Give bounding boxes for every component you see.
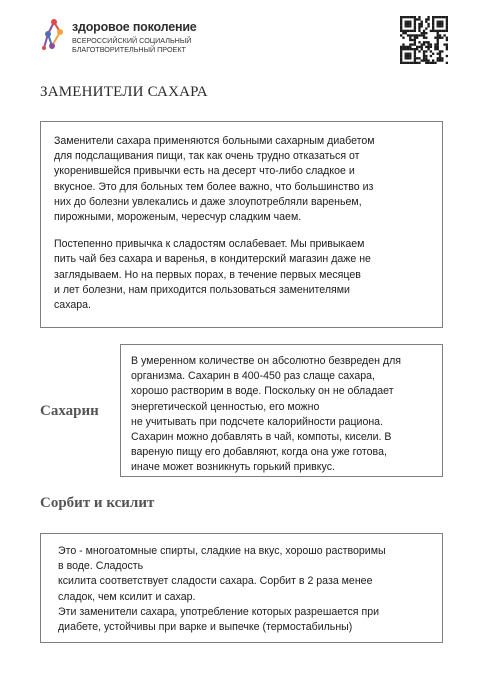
qr-module <box>425 46 427 48</box>
qr-module <box>430 62 432 64</box>
qr-module <box>409 30 411 32</box>
text-line: иначе может возникнуть горький привкус. <box>131 461 335 474</box>
qr-module <box>407 16 409 18</box>
qr-module <box>432 21 434 23</box>
qr-module <box>425 18 427 20</box>
logo-title: здоровое поколение <box>72 20 197 34</box>
text-line: и лет болезни, нам приходится пользоваться заменителями <box>54 283 350 296</box>
qr-module <box>409 53 411 55</box>
qr-module <box>400 50 402 52</box>
qr-module <box>432 30 434 32</box>
qr-module <box>418 25 420 27</box>
qr-module <box>441 57 443 59</box>
qr-module <box>405 62 407 64</box>
qr-module <box>432 59 434 61</box>
qr-module <box>402 43 404 45</box>
qr-module <box>405 25 407 27</box>
qr-module <box>427 41 429 43</box>
text-line: заглядываем. Но на первых порах, в течение первых месяцев <box>54 268 361 281</box>
qr-module <box>430 46 432 48</box>
qr-module <box>423 37 425 39</box>
qr-module <box>446 39 448 41</box>
qr-module <box>430 30 432 32</box>
qr-module <box>441 37 443 39</box>
qr-module <box>430 55 432 57</box>
molecule-logo-icon <box>42 18 66 52</box>
qr-module <box>439 55 441 57</box>
qr-module <box>414 23 416 25</box>
qr-module <box>432 62 434 64</box>
qr-module <box>425 37 427 39</box>
qr-module <box>416 37 418 39</box>
qr-module <box>400 25 402 27</box>
qr-module <box>425 41 427 43</box>
qr-module <box>407 21 409 23</box>
qr-module <box>437 25 439 27</box>
qr-module <box>414 57 416 59</box>
text-line: Эти заменители сахара, употребление которых разрешается при <box>58 605 380 618</box>
qr-module <box>423 34 425 36</box>
qr-module <box>411 16 413 18</box>
saharin-heading: Сахарин <box>40 403 99 419</box>
qr-module <box>437 53 439 55</box>
qr-module <box>416 62 418 64</box>
qr-module <box>439 25 441 27</box>
qr-module <box>439 30 441 32</box>
qr-module <box>407 34 409 36</box>
qr-module <box>437 46 439 48</box>
qr-module <box>432 53 434 55</box>
header <box>42 18 442 66</box>
qr-module <box>423 41 425 43</box>
qr-module <box>400 16 402 18</box>
qr-module <box>407 25 409 27</box>
qr-module <box>400 62 402 64</box>
text-line: Заменители сахара применяются больными сахарным диабетом <box>54 135 375 147</box>
text-line: ксилита соответствует сладости сахара. Сорбит в 2 раза менее <box>58 575 373 588</box>
text-line: для подслащивания пищи, так как очень трудно отказаться от <box>54 150 360 163</box>
qr-module <box>418 50 420 52</box>
qr-module <box>416 18 418 20</box>
qr-module <box>421 48 423 50</box>
qr-module <box>427 48 429 50</box>
qr-module <box>414 50 416 52</box>
qr-module <box>437 59 439 61</box>
text-line: энергетической ценностью, его можно <box>131 400 320 413</box>
qr-module <box>400 48 402 50</box>
qr-module <box>441 30 443 32</box>
qr-module <box>439 34 441 36</box>
qr-module <box>405 23 407 25</box>
qr-module <box>400 21 402 23</box>
qr-module <box>405 16 407 18</box>
intro-text-box <box>40 121 443 328</box>
qr-module <box>434 62 436 64</box>
qr-module <box>423 59 425 61</box>
logo-subtitle-line: ВСЕРОССИЙСКИЙ СОЦИАЛЬНЫЙ <box>72 36 192 45</box>
qr-module <box>418 16 420 18</box>
text-line: В умеренном количестве он абсолютно безвреден для <box>131 355 402 367</box>
qr-module <box>418 62 420 64</box>
qr-module <box>423 30 425 32</box>
qr-module <box>446 18 448 20</box>
qr-module <box>414 21 416 23</box>
qr-module <box>402 37 404 39</box>
qr-module <box>414 43 416 45</box>
qr-module <box>437 34 439 36</box>
page-title: ЗАМЕНИТЕЛИ САХАРА <box>40 84 208 100</box>
qr-module <box>414 41 416 43</box>
text-line: не учитывать при подсчете калорийности рациона. <box>131 415 384 428</box>
qr-module <box>421 21 423 23</box>
qr-module <box>423 55 425 57</box>
qr-module <box>437 16 439 18</box>
intro-paragraph-1 <box>54 134 442 225</box>
qr-module <box>409 46 411 48</box>
qr-module <box>446 55 448 57</box>
qr-module <box>414 39 416 41</box>
text-line: в воде. Сладость <box>58 560 144 573</box>
qr-module <box>434 30 436 32</box>
qr-module <box>402 32 404 34</box>
text-line: сладок, чем ксилит и сахар. <box>58 590 196 603</box>
qr-module <box>421 46 423 48</box>
qr-module <box>409 48 411 50</box>
text-line: диабете, устойчивы при варке и выпечке (термостабильны) <box>58 621 353 634</box>
qr-module <box>439 21 441 23</box>
qr-module <box>446 48 448 50</box>
qr-module <box>418 27 420 29</box>
qr-module <box>400 46 402 48</box>
qr-module <box>409 21 411 23</box>
qr-module <box>418 18 420 20</box>
qr-module <box>405 46 407 48</box>
qr-module <box>439 59 441 61</box>
qr-module <box>439 53 441 55</box>
qr-module <box>421 43 423 45</box>
qr-module <box>421 34 423 36</box>
qr-module <box>427 59 429 61</box>
qr-module <box>407 46 409 48</box>
qr-module <box>416 48 418 50</box>
qr-module <box>446 21 448 23</box>
qr-module <box>432 27 434 29</box>
qr-module <box>434 16 436 18</box>
qr-module <box>411 62 413 64</box>
qr-module <box>437 30 439 32</box>
qr-module <box>446 43 448 45</box>
qr-module <box>443 43 445 45</box>
text-line: хорошо растворим в воде. Поскольку он не обладает <box>131 385 394 398</box>
text-line: Сахарин можно добавлять в чай, компоты, кисели. В <box>131 431 392 444</box>
qr-module <box>405 57 407 59</box>
qr-module <box>405 53 407 55</box>
qr-module <box>430 50 432 52</box>
text-line: Постепенно привычка к сладостям ослабевает. Мы привыкаем <box>54 238 365 251</box>
qr-module <box>405 32 407 34</box>
qr-module <box>407 48 409 50</box>
qr-module <box>400 59 402 61</box>
qr-module <box>425 32 427 34</box>
qr-module <box>446 25 448 27</box>
qr-module <box>418 46 420 48</box>
qr-module <box>409 37 411 39</box>
qr-module <box>425 27 427 29</box>
qr-module <box>409 23 411 25</box>
logo-subtitle-line: БЛАГОТВОРИТЕЛЬНЫЙ ПРОЕКТ <box>72 45 186 54</box>
qr-code-icon <box>400 16 448 64</box>
saharin-text-box <box>120 344 443 477</box>
qr-module <box>414 16 416 18</box>
qr-module <box>432 16 434 18</box>
qr-module <box>414 27 416 29</box>
qr-module <box>411 30 413 32</box>
qr-module <box>439 57 441 59</box>
qr-module <box>425 59 427 61</box>
qr-module <box>414 48 416 50</box>
qr-module <box>411 48 413 50</box>
text-line: укоренившейся привычки есть на десерт что-либо сладкое и <box>54 165 355 178</box>
qr-module <box>437 39 439 41</box>
qr-module <box>414 25 416 27</box>
qr-module <box>432 23 434 25</box>
qr-module <box>400 27 402 29</box>
qr-module <box>400 30 402 32</box>
qr-module <box>437 48 439 50</box>
qr-module <box>402 46 404 48</box>
qr-module <box>439 37 441 39</box>
qr-module <box>446 23 448 25</box>
qr-module <box>427 18 429 20</box>
qr-module <box>437 32 439 34</box>
qr-module <box>423 53 425 55</box>
text-line: них до болезни увлекались и даже злоупотребляли вареньем, <box>54 195 362 208</box>
qr-module <box>446 30 448 32</box>
qr-module <box>439 50 441 52</box>
qr-module <box>409 39 411 41</box>
qr-module <box>423 43 425 45</box>
qr-module <box>409 16 411 18</box>
qr-module <box>425 55 427 57</box>
qr-module <box>414 18 416 20</box>
qr-module <box>414 30 416 32</box>
qr-module <box>409 34 411 36</box>
qr-module <box>416 46 418 48</box>
qr-module <box>439 16 441 18</box>
sorbit-text-box <box>40 533 443 643</box>
qr-module <box>443 34 445 36</box>
qr-module <box>400 53 402 55</box>
qr-module <box>441 25 443 27</box>
qr-module <box>405 48 407 50</box>
qr-module <box>423 32 425 34</box>
text-line: вареную пищу его добавляют, когда она уже готова, <box>131 446 387 459</box>
qr-module <box>407 53 409 55</box>
qr-module <box>427 43 429 45</box>
qr-module <box>418 34 420 36</box>
qr-module <box>400 23 402 25</box>
qr-module <box>409 55 411 57</box>
qr-module <box>407 62 409 64</box>
qr-module <box>439 23 441 25</box>
qr-module <box>427 16 429 18</box>
qr-module <box>400 34 402 36</box>
qr-module <box>425 21 427 23</box>
qr-module <box>432 25 434 27</box>
qr-module <box>427 25 429 27</box>
qr-module <box>400 55 402 57</box>
qr-module <box>421 23 423 25</box>
qr-module <box>430 43 432 45</box>
text-line: Это - многоатомные спирты, сладкие на вкус, хорошо растворимы <box>58 545 386 557</box>
qr-module <box>441 21 443 23</box>
qr-module <box>437 41 439 43</box>
qr-module <box>446 62 448 64</box>
qr-module <box>414 53 416 55</box>
qr-module <box>437 37 439 39</box>
qr-module <box>421 32 423 34</box>
sorbit-heading: Сорбит и ксилит <box>40 495 155 511</box>
qr-module <box>425 57 427 59</box>
qr-module <box>443 16 445 18</box>
qr-module <box>405 21 407 23</box>
qr-module <box>409 43 411 45</box>
qr-module <box>425 62 427 64</box>
qr-module <box>437 57 439 59</box>
qr-module <box>441 59 443 61</box>
qr-module <box>418 23 420 25</box>
qr-module <box>441 50 443 52</box>
qr-module <box>434 43 436 45</box>
qr-module <box>416 57 418 59</box>
text-line: пирожными, мороженым, чересчур сладким чаем. <box>54 211 302 224</box>
qr-module <box>416 34 418 36</box>
qr-module <box>400 18 402 20</box>
qr-module <box>446 37 448 39</box>
qr-module <box>423 50 425 52</box>
qr-module <box>423 57 425 59</box>
text-line: вкусное. Это для больных тем более важно, что большинство из <box>54 180 374 193</box>
qr-module <box>418 30 420 32</box>
qr-module <box>414 59 416 61</box>
qr-module <box>418 57 420 59</box>
qr-module <box>414 55 416 57</box>
qr-module <box>437 21 439 23</box>
logo-subtitle <box>72 36 191 54</box>
qr-module <box>414 34 416 36</box>
intro-paragraph-2 <box>54 237 442 313</box>
qr-module <box>421 59 423 61</box>
qr-module <box>437 23 439 25</box>
qr-module <box>407 55 409 57</box>
qr-module <box>402 62 404 64</box>
qr-module <box>427 46 429 48</box>
qr-module <box>411 34 413 36</box>
qr-module <box>409 62 411 64</box>
qr-module <box>402 48 404 50</box>
qr-module <box>407 57 409 59</box>
text-line: сахара. <box>54 299 91 312</box>
qr-module <box>446 46 448 48</box>
qr-module <box>441 16 443 18</box>
qr-module <box>446 27 448 29</box>
qr-module <box>441 23 443 25</box>
qr-module <box>443 30 445 32</box>
qr-module <box>407 30 409 32</box>
qr-module <box>434 48 436 50</box>
qr-module <box>409 57 411 59</box>
qr-module <box>421 25 423 27</box>
qr-module <box>405 55 407 57</box>
qr-module <box>434 37 436 39</box>
qr-module <box>407 23 409 25</box>
qr-module <box>414 37 416 39</box>
qr-module <box>427 23 429 25</box>
qr-module <box>418 41 420 43</box>
text-line: организма. Сахарин в 400-450 раз слаще сахара, <box>131 370 375 383</box>
qr-module <box>402 16 404 18</box>
qr-module <box>411 43 413 45</box>
qr-module <box>409 25 411 27</box>
qr-module <box>427 62 429 64</box>
qr-module <box>432 18 434 20</box>
qr-module <box>405 30 407 32</box>
qr-module <box>425 50 427 52</box>
qr-module <box>402 30 404 32</box>
qr-module <box>446 16 448 18</box>
qr-module <box>411 39 413 41</box>
qr-module <box>414 62 416 64</box>
text-line: пить чай без сахара и варенья, в кондитерский магазин даже не <box>54 253 371 266</box>
qr-module <box>400 57 402 59</box>
qr-module <box>434 46 436 48</box>
qr-module <box>437 43 439 45</box>
